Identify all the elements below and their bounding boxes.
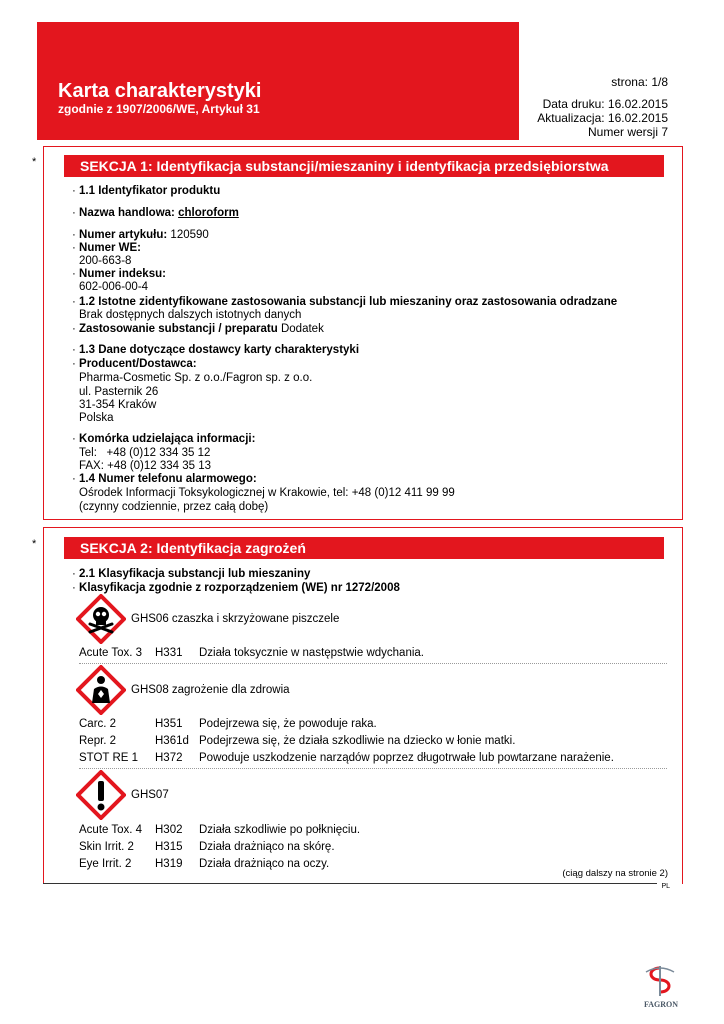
ghs06-label: GHS06 czaszka i skrzyżowane piszczele — [131, 613, 340, 625]
emergency-hours: (czynny codziennie, przez całą dobę) — [79, 501, 269, 513]
divider — [79, 663, 667, 664]
divider — [79, 768, 667, 769]
s1-2-value: Brak dostępnych dalszych istotnych danych — [79, 309, 302, 321]
ghs08-label: GHS08 zagrożenie dla zdrowia — [131, 684, 290, 696]
change-marker: * — [32, 156, 37, 168]
continued-note: (ciąg dalszy na stronie 2) — [562, 868, 668, 879]
producer-line: ul. Pasternik 26 — [79, 386, 159, 398]
health-hazard-pictogram-icon — [76, 665, 126, 715]
producer-label: · Producent/Dostawca: — [72, 358, 197, 370]
language-code: PL — [661, 883, 670, 890]
info-fax: FAX: +48 (0)12 334 35 13 — [79, 460, 212, 472]
skull-crossbones-pictogram-icon — [76, 594, 126, 644]
document-title: Karta charakterystyki — [58, 80, 262, 102]
s2-1-heading: · 2.1 Klasyfikacja substancji lub mieszaniny — [72, 568, 311, 580]
trade-name: · Nazwa handlowa: chloroform — [72, 207, 239, 219]
producer-line: Polska — [79, 412, 114, 424]
version-number: Numer wersji 7 — [587, 125, 668, 139]
emergency-phone: Ośrodek Informacji Toksykologicznej w Krakowie, tel: +48 (0)12 411 99 99 — [79, 487, 455, 499]
footer-rule — [43, 883, 657, 884]
exclamation-pictogram-icon — [76, 770, 126, 820]
index-number-value: 602-006-00-4 — [79, 281, 149, 293]
trade-name-value: chloroform — [178, 207, 239, 219]
section-1-title: SEKCJA 1: Identyfikacja substancji/mieszaniny i identyfikacja przedsiębiorstwa — [64, 155, 664, 177]
print-date: Data druku: 16.02.2015 — [542, 97, 668, 111]
s1-4-heading: · 1.4 Numer telefonu alarmowego: — [72, 473, 257, 485]
we-number-value: 200-663-8 — [79, 255, 132, 267]
s1-3-heading: · 1.3 Dane dotyczące dostawcy karty charakterystyki — [72, 344, 360, 356]
change-marker: * — [32, 538, 37, 550]
article-number: · Numer artykułu: 120590 — [72, 229, 209, 241]
s1-2-heading: · 1.2 Istotne zidentyfikowane zastosowania substancji lub mieszaniny oraz zastosowania odradzane — [72, 296, 618, 308]
section-2-title: SEKCJA 2: Identyfikacja zagrożeń — [64, 537, 664, 559]
update-date: Aktualizacja: 16.02.2015 — [537, 111, 668, 125]
logo-text: FAGRON — [643, 1000, 679, 1009]
page-number: strona: 1/8 — [611, 75, 668, 89]
info-tel: Tel: +48 (0)12 334 35 12 — [79, 447, 211, 459]
ghs07-label: GHS07 — [131, 789, 169, 801]
producer-line: 31-354 Kraków — [79, 399, 157, 411]
document-subtitle: zgodnie z 1907/2006/WE, Artykuł 31 — [58, 102, 260, 116]
we-number-label: · Numer WE: — [72, 242, 142, 254]
use-line: · Zastosowanie substancji / preparatu Dodatek — [72, 323, 324, 335]
fagron-logo-icon — [638, 962, 684, 1012]
classification-heading: · Klasyfikacja zgodnie z rozporządzeniem (WE) nr 1272/2008 — [72, 582, 400, 594]
info-label: · Komórka udzielająca informacji: — [72, 433, 256, 445]
producer-line: Pharma-Cosmetic Sp. z o.o./Fagron sp. z o.o. — [79, 372, 313, 384]
s1-1-heading: · 1.1 Identyfikator produktu — [72, 185, 221, 197]
index-number-label: · Numer indeksu: — [72, 268, 166, 280]
